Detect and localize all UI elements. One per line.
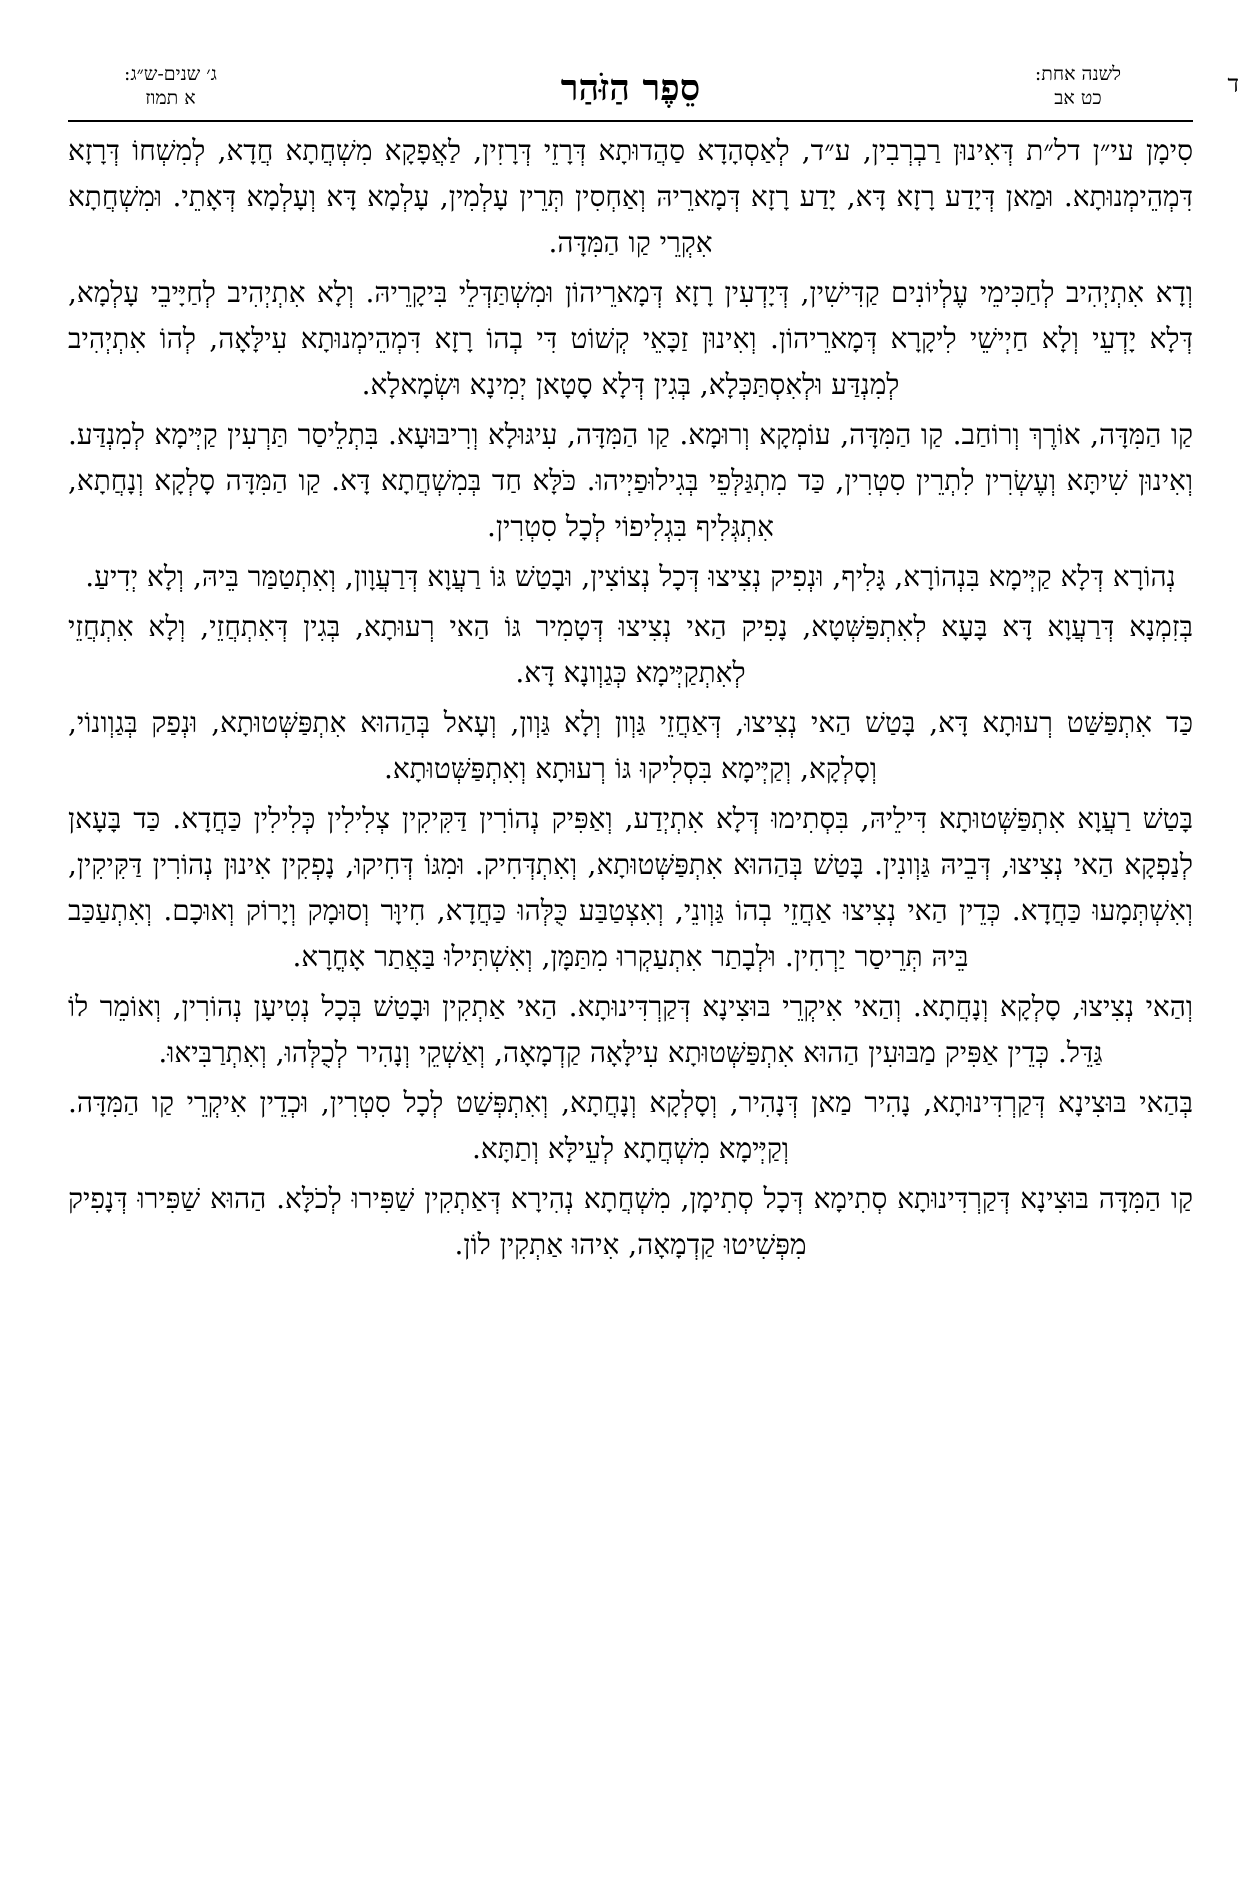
header-left-line2: א תמוז xyxy=(145,87,196,109)
paragraph-8: וְהַאי נְצִיצוּ, סָלְקָא וְנָחֲתָא. וְהַאי אִיקְרֵי בּוּצִינָא דְּקַרְדִּינוּתָא. הַאי אַתְקִין וּבָטַשׁ בְּכָל נְטִיעָן נְהוֹרִין, וְאוֹמֵר לוֹ גַּדֵּל. כְּדֵין אַפִּיק מַבּוּעִין הַהוּא אִתְפַּשְּׁטוּתָא עִילָּאָה קַדְמָאָה, וְאַשְׁקֵי וְנָהִיר לְכֻלְּהוּ, וְאִתְרַבִּיאוּ. xyxy=(68,990,1193,1069)
page-number: ד xyxy=(1227,70,1239,98)
paragraph-9: בְּהַאי בּוּצִינָא דְּקַרְדִּינוּתָא, נָהִיר מַאן דְּנָהִיר, וְסָלְקָא וְנָחֲתָא, וְאִתְפְּשַׁט לְכָל סִטְרִין, וּכְדֵין אִיקְרֵי קַו הַמִּדָּה. וְקַיְּימָא מִשְׁחֲתָא לְעֵילָּא וְתַתָּא. xyxy=(68,1086,1193,1165)
paragraph-2: וְדָא אִתְיְהִיב לְחַכִּימֵי עֶלְיוֹנִים קַדִּישִׁין, דְּיָדְעִין רָזָא דְּמָארֵיהוֹן וּמִשְׁתַּדְּלֵי בִּיקָרֵיהּ. וְלָא אִתְיְהִיב לְחַיָּיבֵי עָלְמָא, דְּלָא יָדְעֵי וְלָא חַיְישֵׁי לִיקָרָא דְּמָארֵיהוֹן. וְאִינוּן זַכָּאֵי קְשׁוֹט דִּי בְהוֹ רָזָא דִּמְהֵימְנוּתָא עִילָּאָה, לְהוֹ אִתְיְהִיב לְמִנְדַּע וּלְאִסְתַּכְּלָא, בְּגִין דְּלָא סָטָאן יְמִינָא וּשְׂמָאלָא. xyxy=(68,276,1194,401)
paragraph-4: נְהוֹרָא דְּלָא קַיְּימָא בִּנְהוֹרָא, גָּלִיף, וּנְפִיק נְצִיצוּ דְּכָל נְצוֹצִין, וּבָטַשׁ גּוֹ רַעֲוָא דְּרַעֲוָון, וְאִתְטַמַּר בֵּיהּ, וְלָא יְדִיעַ. xyxy=(85,560,1176,593)
paragraph-3: קַו הַמִּדָּה, אוֹרֶךְ וְרוֹחַב. קַו הַמִּדָּה, עוֹמְקָא וְרוּמָא. קַו הַמִּדָּה, עִיגּוּלָא וְרִיבּוּעָא. בִּתְלֵיסַר תַּרְעִין קַיְּימָא לְמִנְדַּע. וְאִינוּן שִׁיתָּא וְעֶשְׂרִין לִתְרֵין סִטְרִין, כַּד מִתְגַּלְּפֵי בְּגִילוּפַיְיהוּ. כֹּלָּא חַד בְּמִשְׁחֲתָא דָּא. קַו הַמִּדָּה סָלְקָא וְנָחֲתָא, אִתְגְּלִיף בִּגְלִיפוֹי לְכָל סִטְרִין. xyxy=(68,418,1193,543)
header-left-line1: ג׳ שנים-ש״ג: xyxy=(124,63,217,85)
paragraph-6: כַּד אִתְפַּשַּׁט רְעוּתָא דָּא, בָּטַשׁ הַאי נְצִיצוּ, דְּאַחֲזֵי גַּוְון וְלָא גַּוְון, וְעָאל בְּהַהוּא אִתְפַּשְּׁטוּתָא, וּנְפַק בְּגַוְונוֹי, וְסָלְקָא, וְקַיְּימָא בִּסְלִיקוּ גּוֹ רְעוּתָא וְאִתְפַּשְּׁטוּתָא. xyxy=(68,706,1194,785)
header-right-line2: כט אב xyxy=(1054,87,1102,109)
main-text xyxy=(68,128,1193,1268)
paragraph-5: בְּזִמְנָא דְּרַעֲוָא דָּא בָּעָא לְאִתְפַּשְּׁטָא, נָפִיק הַאי נְצִיצוּ דְּטָמִיר גּוֹ הַאי רְעוּתָא, בְּגִין דְּאִתְחֲזֵי, וְלָא אִתְחֲזֵי לְאִתְקַיְּימָא כְּגַוְונָא דָּא. xyxy=(68,610,1193,689)
paragraph-10: קַו הַמִּדָּה בּוּצִינָא דְּקַרְדִּינוּתָא סְתִימָא דְּכָל סְתִימָן, מִשְׁחֲתָא נְהִירָא דְּאַתְקִין שַׁפִּירוּ לְכֹלָּא. הַהוּא שַׁפִּירוּ דְּנָפִיק מִפְּשִׁיטוּ קַדְמָאָה, אִיהוּ אַתְקִין לוֹן. xyxy=(68,1182,1193,1261)
header-right-line1: לשנה אחת: xyxy=(1034,63,1121,85)
page-header xyxy=(68,62,1239,122)
paragraph-1: סִימָן עי״ן דל״ת דְּאִינוּן רַבְרְבִין, ע״ד, לְאַסְהָדָא סַהֲדוּתָא דְּרָזֵי דְּרָזִין, לַאֲפָקָא מִשְׁחֲתָא חֲדָא, לְמִשְׁחוֹ דְּרָזָא דִּמְהֵימְנוּתָא. וּמַאן דְּיָדַע רָזָא דָּא, יָדַע רָזָא דְּמָארֵיהּ וְאַחְסִין תְּרֵין עָלְמִין, עָלְמָא דָּא וְעָלְמָא דְּאָתֵי. וּמִשְׁחֲתָא אִקְרֵי קַו הַמִּדָּה. xyxy=(68,134,1193,259)
paragraph-7: בָּטַשׁ רַעֲוָא אִתְפַּשְּׁטוּתָא דִּילֵיהּ, בִּסְתִימוּ דְּלָא אִתְיְדַע, וְאַפִּיק נְהוֹרִין דַּקִּיקִין צְלִילִין כְּלִילִין כַּחֲדָא. כַּד בָּעָאן לְנַפְקָא הַאי נְצִיצוּ, דְּבֵיהּ גַּוְונִין. בָּטַשׁ בְּהַהוּא אִתְפַּשְּׁטוּתָא, וְאִתְדְּחִיק. וּמִגּוֹ דְּחִיקוּ, נָפְקִין אִינוּן נְהוֹרִין דַּקִּיקִין, וְאִשְׁתְּמָעוּ כַּחֲדָא. כְּדֵין הַאי נְצִיצוּ אַחֲזֵי בְהוֹ גַּוְונֵי, וְאִצְטַבַּע כֻּלְּהוּ כַּחֲדָא, חִיוָּר וְסוּמָק וְיָרוֹק וְאוּכָם. וְאִתְעַכַּב בֵּיהּ תְּרֵיסַר יַרְחִין. וּלְבָתַר אִתְעַקְרוּ מִתַּמָּן, וְאִשְׁתִּילוּ בַּאֲתַר אָחֳרָא. xyxy=(68,802,1193,973)
book-title: סֵפֶר הַזֹּהַר xyxy=(560,67,701,109)
header-left-info xyxy=(124,62,217,110)
